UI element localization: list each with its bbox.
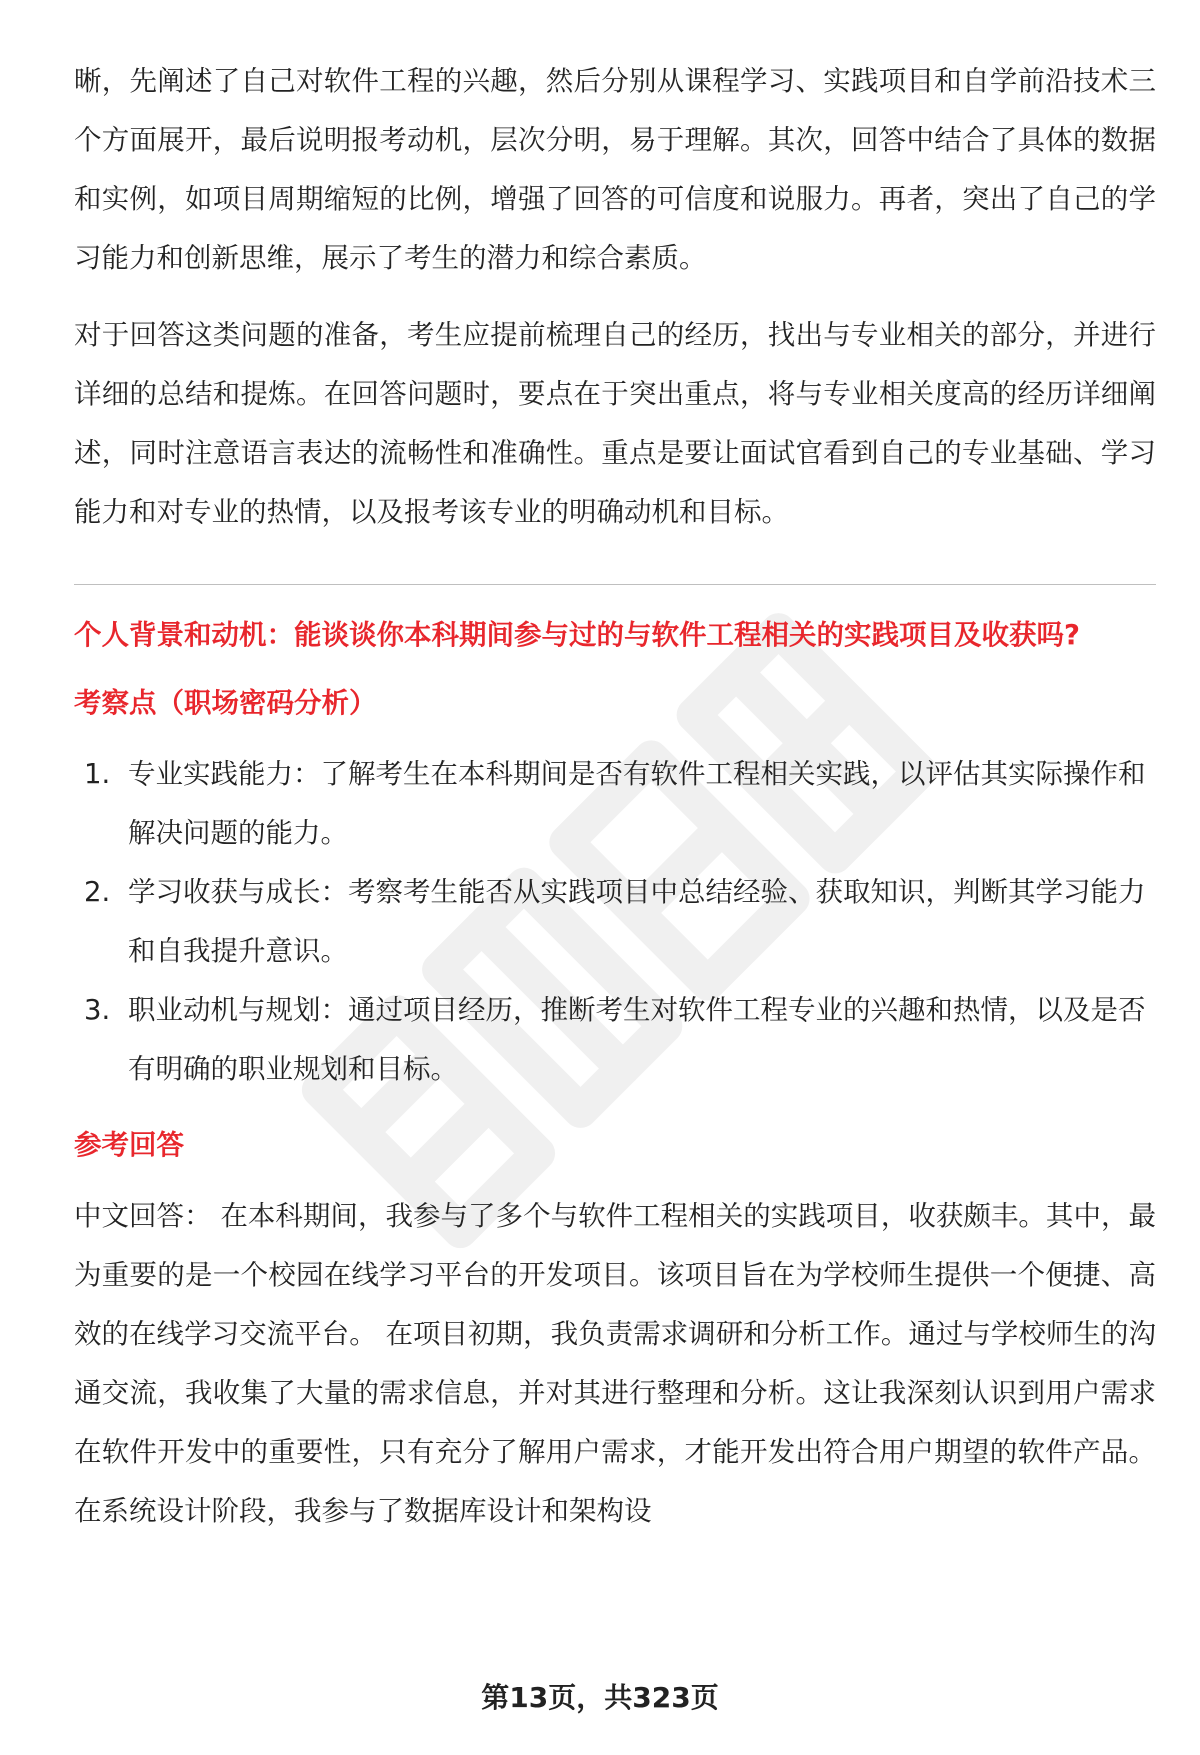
- list-item: [74, 745, 1156, 863]
- points-title: 考察点（职场密码分析）: [74, 687, 377, 719]
- answer-title: 参考回答: [74, 1129, 184, 1161]
- page-content: [74, 52, 1156, 1541]
- intro-paragraph-2: 对于回答这类问题的准备，考生应提前梳理自己的经历，找出与专业相关的部分，并进行详细的总结和提炼。在回答问题时，要点在于突出重点，将与专业相关度高的经历详细阐述，同时注意语言表达的流畅性和准确性。重点是要让面试官看到自己的专业基础、学习能力和对专业的热情，以及报考该专业的明确动机和目标。: [74, 319, 1156, 528]
- list-item-number: 1.: [84, 758, 111, 790]
- points-list: [74, 745, 1156, 1099]
- question-heading: 个人背景和动机：能谈谈你本科期间参与过的与软件工程相关的实践项目及收获吗?: [74, 619, 1080, 651]
- page-number-footer: 第13页，共323页: [481, 1681, 719, 1714]
- list-item-text: 学习收获与成长：考察考生能否从实践项目中总结经验、获取知识，判断其学习能力和自我提升意识。: [128, 876, 1146, 967]
- answer-paragraph: 中文回答： 在本科期间，我参与了多个与软件工程相关的实践项目，收获颇丰。其中，最为重要的是一个校园在线学习平台的开发项目。该项目旨在为学校师生提供一个便捷、高效的在线学习交流平台。 在项目初期，我负责需求调研和分析工作。通过与学校师生的沟通交流，我收集了大量的需求信息，并对其进行整理和分析。这让我深刻认识到用户需求在软件开发中的重要性，只有充分了解用户需求，才能开发出符合用户期望的软件产品。 在系统设计阶段，我参与了数据库设计和架构设: [74, 1200, 1156, 1527]
- section-divider: [74, 584, 1156, 585]
- list-item: [74, 863, 1156, 981]
- list-item-text: 专业实践能力：了解考生在本科期间是否有软件工程相关实践，以评估其实际操作和解决问题的能力。: [128, 758, 1146, 849]
- list-item-number: 2.: [84, 876, 111, 908]
- list-item-number: 3.: [84, 994, 111, 1026]
- list-item-text: 职业动机与规划：通过项目经历，推断考生对软件工程专业的兴趣和热情，以及是否有明确的职业规划和目标。: [128, 994, 1146, 1085]
- list-item: [74, 981, 1156, 1099]
- intro-paragraph-1: 晰，先阐述了自己对软件工程的兴趣，然后分别从课程学习、实践项目和自学前沿技术三个方面展开，最后说明报考动机，层次分明，易于理解。其次，回答中结合了具体的数据和实例，如项目周期缩短的比例，增强了回答的可信度和说服力。再者，突出了自己的学习能力和创新思维，展示了考生的潜力和综合素质。: [74, 65, 1156, 274]
